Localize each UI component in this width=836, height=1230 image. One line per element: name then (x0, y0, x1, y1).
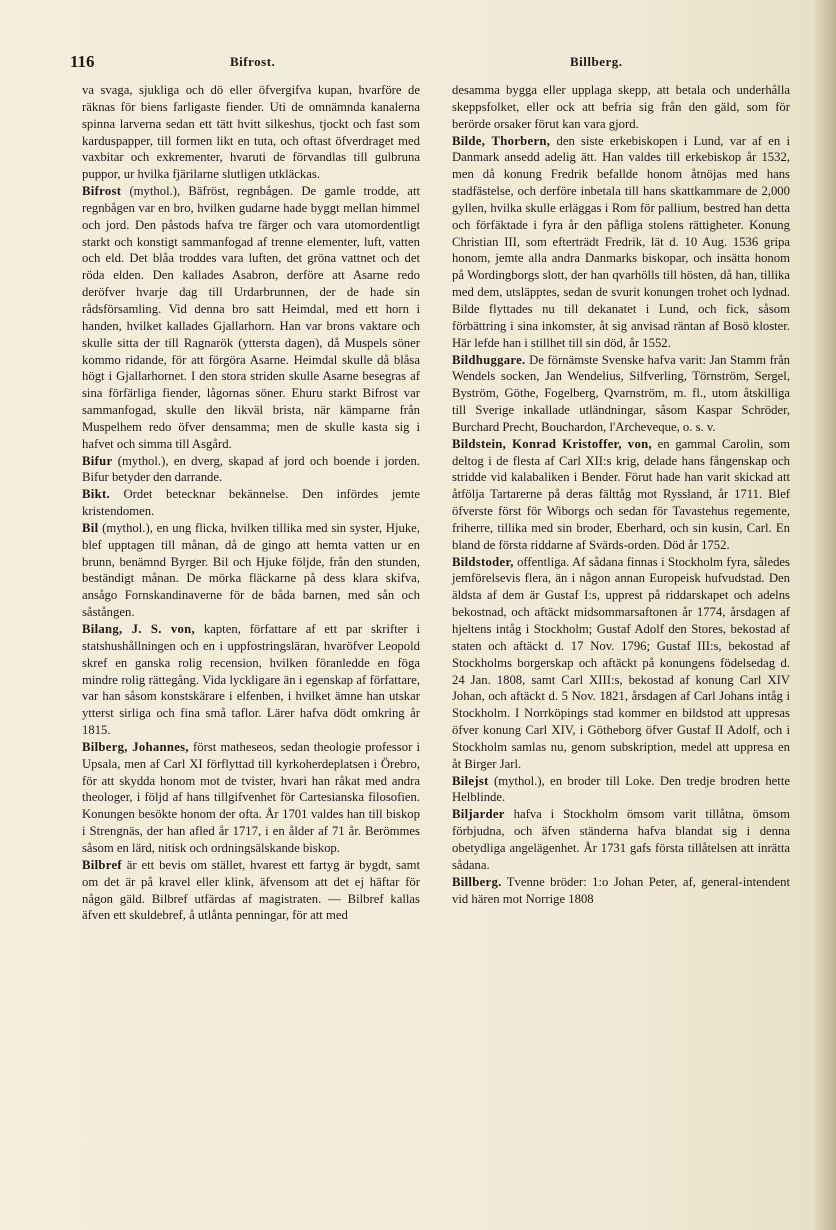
page-number: 116 (70, 52, 95, 71)
entry-text: är ett bevis om stället, hvarest ett fartyg är bygdt, samt om det är på kravel eller klink, äfvensom att det ej häftar för någon gäld. Bilbref utfärdas af magistraten. — Bilbref kallas äfven ett skuldebref, å utlånta penningar, för att med (82, 857, 420, 923)
entry (82, 453, 420, 487)
entry-headword: Billberg. (452, 874, 502, 889)
entry-headword: Bilejst (452, 773, 489, 788)
entry (452, 554, 790, 773)
entry-headword: Bifrost (82, 184, 122, 199)
entry-text: först matheseos, sedan theologie professor i Upsala, men af Carl XI förflyttad till kyrkoherdeplatsen i Örebro, för att skydda honom mot de tvister, hvari han råkat med andra theologer, i följd af hans tillgifvenhet för Cartesianska filosofien. Konungen besökte honom der ofta. År 1701 valdes han till biskop i Strengnäs, der han afled år 1717, i en ålder af 71 år. Berömmes såsom en lärd, nitisk och ordningsälskande biskop. (82, 739, 420, 855)
entry (82, 486, 420, 520)
entry-headword: Biljarder (452, 807, 505, 822)
entry-text: hafva i Stockholm ömsom varit tillåtna, ömsom förbjudna, och äfven ständerna hafva blandat sig i denna obetydliga angelägenhet. År 1731 gafs första tillåtelsen att inrätta sådana. (452, 807, 790, 872)
entry-headword: Bildstoder, (452, 554, 514, 569)
entry-text: Tvenne bröder: 1:o Johan Peter, af, general-intendent vid hären mot Norrige 1808 (452, 874, 790, 906)
entry-text: Ordet betecknar bekännelse. Den infördes jemte kristendomen. (82, 487, 420, 519)
entry (82, 739, 420, 857)
entry-headword: Bil (82, 520, 99, 535)
entry-headword: Bilbref (82, 857, 122, 872)
entry (452, 874, 790, 908)
entry-headword: Bilde, Thorbern, (452, 133, 551, 148)
entry-text: offentliga. Af sådana finnas i Stockholm fyra, således jemförelsevis flera, än i någon annan Europeisk hufvudstad. Den äldsta af dem är Gustaf I:s, upprest på riddarskapet och adelns bekostnad, och aftäckt midsommarsaftonen år 1774, årsdagen af hjeltens intåg i Stockholm; Gustaf Adolf den Stores, bekostad af staten och aftäckt d. 17 Nov. 1796; Gustaf III:s, bekostad af Stockholms borgerskap och aftäckt på konungens födelsedag d. 24 Jan. 1808, samt Carl XIII:s, bekostad af konung Carl XIV Johan, och aftäckt d. 5 Nov. 1821, årsdagen af Carl Johans intåg i Stockholm. I Norrköpings stad kommer en bildstod att uppresas öfver konung Carl XIV, i Götheborg öfver Gustaf II Adolf, och i Stockholm samlas nu, genom subskription, medel att uppresa en åt Birger Jarl. (452, 554, 790, 771)
entry (82, 520, 420, 621)
entry-headword: Bildhuggare. (452, 352, 526, 367)
entry-headword: Bilberg, Johannes, (82, 739, 189, 754)
entry (452, 352, 790, 436)
entry-headword: Bikt. (82, 487, 110, 502)
continuation-text: va svaga, sjukliga och dö eller öfvergifva kupan, hvarföre de räknas för biens farligaste fiender. Uti de omnämnda kanalerna spinna larverna sedan ett tätt hvitt silkeshus, tjockt och fast som karduspapper, till formen likt en tuta, och oftast öfverdraget med vaxbitar och exkrementer, hvaruti de förvandlas till gulbruna puppor, ur hvilka fjärilarne slutligen utkläckas. (82, 83, 420, 182)
entry (82, 621, 420, 739)
entry-text: De förnämste Svenske hafva varit: Jan Stamm från Wendels socken, Jan Wendelius, Silfverling, Törnström, Sergel, Byström, Göthe, Fogelberg, Qvarnström, m. fl., utom åtskilliga till Sverige inkallade utländningar, såsom Kaspar Schröder, Burchard Precht, Bouchardon, l'Archeveque, o. s. v. (452, 352, 790, 434)
entry-text: (mythol.), en broder till Loke. Den tredje brodren hette Helblinde. (452, 773, 790, 805)
page-header (70, 52, 800, 76)
entry-text: kapten, författare af ett par skrifter i statshushållningen och en i uppfostringsläran, hvaröfver Leopold skref en ganska rolig recension, hvilken föranledde en föga mindre rolig rättegång. Vida lyckligare än i egenskap af författare, var han såsom konstskärare i elfenben, i hvilket ämne han utskar ytterst sirliga och fina små taflor. Lärer hafva dödt omkring år 1815. (82, 622, 420, 738)
right-column (452, 82, 790, 907)
entry (82, 183, 420, 453)
left-running-head: Bifrost. (230, 54, 276, 69)
continuation-text: desamma bygga eller upplaga skepp, att betala och underhålla skeppsfolket, eller ock att befria sig från den gäld, som för berörde orsaker förut kan vara gjord. (452, 83, 790, 131)
entry-text: (mythol.), en dverg, skapad af jord och boende i jorden. Bifur betyder den darrande. (82, 453, 420, 485)
entry (452, 133, 790, 352)
entry-headword: Bildstein, Konrad Kristoffer, von, (452, 436, 652, 451)
page-edge-shadow (814, 0, 836, 1230)
entry (452, 806, 790, 873)
entry-text: (mythol.), Bäfröst, regnbågen. De gamle trodde, att regnbågen var en bro, hvilken gudarne hade byggt mellan himmel och jord. Den påstods hafva tre färger och vara utomordentligt starkt och konstigt sammanfogad af trenne elementer, luft, vatten och eld. Det blåa troddes vara luften, det gröna vattnet och det röda elden. Den kallades Asabron, derföre att Asarne redo deröfver hvarje dag till Urdarbrunnen, der de hade sin rådsförsamling. Vid denna bro satt Heimdal, med ett horn i handen, hvilket kallades Gjallarhorn. Han var brons vaktare och skulle sitta der till Ragnarök (yttersta dagen), då Muspels söner kommo ridande, för att förgöra Asarne. Heimdal skulle då blåsa högt i Gjallarhornet. I den stora striden skulle Asarne besegras af sina förfärliga fiender, lågornas söner. Ehuru starkt Bifrost var sammanfogad, skulle den likväl brista, när kämparne från Muspelhem redo öfver densamma; men de skulle kasta sig i hafvet och simma till Asgård. (82, 184, 420, 451)
entry-headword: Bilang, J. S. von, (82, 622, 196, 636)
entry (82, 857, 420, 924)
left-column (82, 82, 420, 924)
right-running-head: Billberg. (570, 54, 623, 69)
entry-text: den siste erkebiskopen i Lund, var af en i Danmark ansedd adelig ätt. Han valdes till erkebiskop år 1532, men då konung Fredrik befallde honom åtnöjas med hans stadfästelse, och derföre inbetala till hans skattkammare de 2,000 gyllen, hvilka skulle erläggas i Rom för pallium, bestred han detta och förfäktade i fyra år den påfliga stolens rättigheter. Konung Christian III, som efterträdt Fredrik, lät d. 10 Aug. 1536 gripa honom, jemte alla andra Danmarks biskopar, och insätta honom på Wordingborgs slott, der han qvarhölls till hösten, då han, tillika med dem, utsläpptes, sedan de svurit konungen trohet och lydnad. Bilde flyttades nu till dekanatet i Lund, och fick, såsom förbättring i sina inkomster, åt sig anvisad räntan af Bosö kloster. Här lefde han i stillhet till sin död, år 1552. (452, 133, 790, 350)
entry-text: (mythol.), en ung flicka, hvilken tillika med sin syster, Hjuke, blef upptagen till månan, då de gingo att hemta vatten ur en brunn, benämnd Byrger. Bil och Hjuke följde, från den stunden, beständigt månan. De mörka fläckarne på dess klara skifva, ansågo Fornskandinaverne för de båda barnen, med sån och såstången. (82, 520, 420, 620)
entry-headword: Bifur (82, 453, 113, 468)
entry (452, 436, 790, 554)
entry-text: en gammal Carolin, som deltog i de flesta af Carl XII:s krig, delade hans fångenskap och stridde vid kalabaliken i Bender. Förut hade han varit skickad att åtfölja Tartarerne på deras fälttåg mot Ryssland, år 1711. Blef öfverste först för Wiborgs och sedan för Tavastehus regemente, friherre, tillika med sin broder, Eberhard, och sin kusin, Carl. En bland de första riddarne af Svärds-orden. Död år 1752. (452, 436, 790, 552)
entry (452, 773, 790, 807)
